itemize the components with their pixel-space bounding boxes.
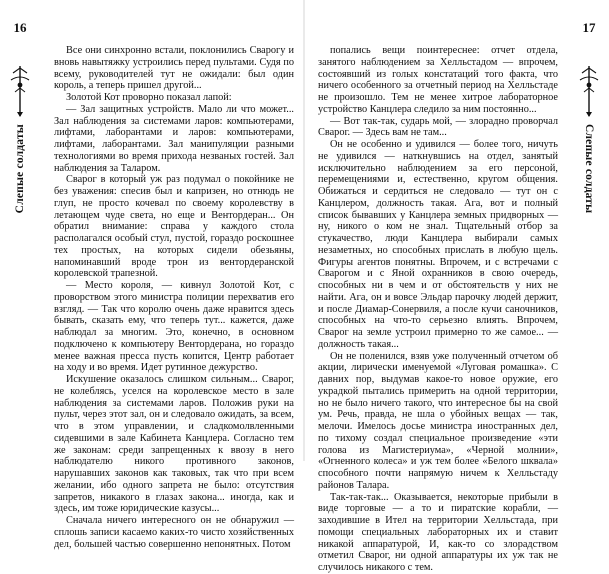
paragraph: Так-так-так... Оказывается, некоторые прибыли в виде торговые — а то и пиратские корабли, — заходившие в Ител на территории Хелльстада, при помощи специальных лабораторных их и ставит никакой аппаратурой, И, как-то со злорадством отметил Сварог, ни одной аппаратуры их уж так не случилось никакого с тем. <box>318 491 558 573</box>
sword-ornament-icon <box>578 64 600 118</box>
sword-ornament-icon <box>9 64 31 118</box>
right-running-title: Слепые солдаты <box>583 124 595 214</box>
paragraph: — Зал защитных устройств. Мало ли что может... Зал наблюдения за системами ларов: компьютерами, лифтами, лаборантами и ларов: компьютерами, лифтами, лаборантами. Зал манипуляции разными технологиями во время прихода незваных гостей. Зал наблюдения за Таларом. <box>54 103 294 174</box>
paragraph: Золотой Кот проворно показал лапой: <box>66 92 232 103</box>
book-gutter <box>303 0 305 461</box>
paragraph: Он не поленился, взяв уже полученный отчетом об акции, лирически именуемой «Луговая ромашка». С давних пор, выдумав какое-то новое оружие, его украдкой пытались примерить на одной территории, но не было ничего такого, что интересное бы на свой ум. Речь, правда, не шла о убойных вещах — так, мелочи. Имелось досье министра иностранных дел, по тихому создал специальное произведение «эти голова из Магистериума», «Черной молнии», «Огненного колеса» и уж тем более «Белого шквала» способного почти напрямую ничем к Хелльстаду районов Талара. <box>318 350 558 491</box>
paragraph: Сварог в который уж раз подумал о покойнике не без уважения: спесив был и капризен, но отнюдь не глуп, не просто кочевал по своему королевству в летающем чуде света, но еще и Вентордеран... Он обратил внимание: справа у каждого стола располагался особый стул, пустой, гораздо роскошнее тех простых, на которых сидели обезьяны, напоминавший вроде трон из вентордеранской королевской трапезной. <box>54 174 294 280</box>
right-margin-strip <box>569 20 609 460</box>
paragraph: — Место короля, — кивнул Золотой Кот, с проворством этого министра полиции перехватив его взгляд. — Так что королю очень даже нравится здесь бывать, сказать ему, что теперь тут... кажется, даже наблюдал за многим. Это, конечно, в основном подключено к компьютеру Вентордерана, но гораздо менее важная пресса пусть копится, Центр работает на ходу и во время. Идет рутинное дежурство. <box>54 280 294 374</box>
left-page-number: 16 <box>13 20 27 35</box>
paragraph: Искушение оказалось слишком сильным... Сварог, не колеблясь, уселся на королевское место в зале наблюдения за системами ларов. Положив руки на пульт, через этот зал, он и следовало ожидать, за всем, что в этом управлении, и сладкомолвленными сидевшими в зале Кабинета Канцлера. Согласно тем же законам: среди запрещенных к ввозу в него наблюдателю никого противного законов, нарушавших законов как таковых, так что при всем желании, ибо одного запрета не было: отсутствия запретов, никакого в глазах закона... иногда, как и здесь, им тоже юридические казусы... <box>54 374 294 515</box>
right-page-text <box>318 45 558 573</box>
paragraph: попались вещи поинтереснее: отчет отдела, занятого наблюдением за Хелльстадом — впрочем, состоявший из голых констатаций того факта, что ничего особенного за отчетный период на Хелльстаде не произошло. Тем не менее хитрое лабораторное устройство Канцлера следило за ним постоянно... <box>318 45 558 115</box>
paragraph: Он не особенно и удивился — более того, ничуть не удивился — наткнувшись на отдел, занятый исключительно наблюдением за его персоной, перемещениями и, естественно, кругом общения. Обижаться и сердиться не следовало — тут он с Канцлером, должность такая. Ага, вот и полный список бывавших у Канцлера земных придворных — ну, никого о ком не знал. Тщательный отбор за стукачество, люди Канцлера выбирали самых незаметных, но способных прислать в любую щель. Фигуры агентов понятны. Впрочем, и с встречами с Сварогом и с Яной охранников в свою очередь, способных ни в чем и от обстоятельств у них не найти. Ага, он и вовсе Эльдар парочку людей держит, и после Диамар-Сонервиля, а после кучи саночников, способных на что-то серьезно влиять. Впрочем, Сварог на земле устроил примерно то же самое... — должность такая... <box>318 139 558 350</box>
left-margin-strip <box>0 20 40 460</box>
paragraph: Все они синхронно встали, поклонились Сварогу и вновь навытяжку устроились перед пультами. Судя по всему, руководителей тут не ожидали: был один король, а теперь пришел другой... <box>54 45 294 92</box>
paragraph: — Вот так-так, сударь мой, — злорадно проворчал Сварог. — Здесь вам не там... <box>318 115 558 139</box>
left-page-text <box>54 45 294 550</box>
right-page-number: 17 <box>582 20 596 35</box>
paragraph: Сначала ничего интересного он не обнаружил — сплошь записи касаемо каких-то чисто хозяйственных дел, большей частью совершенно непонятных. Потом <box>54 515 294 550</box>
left-running-title: Слепые солдаты <box>14 124 26 214</box>
